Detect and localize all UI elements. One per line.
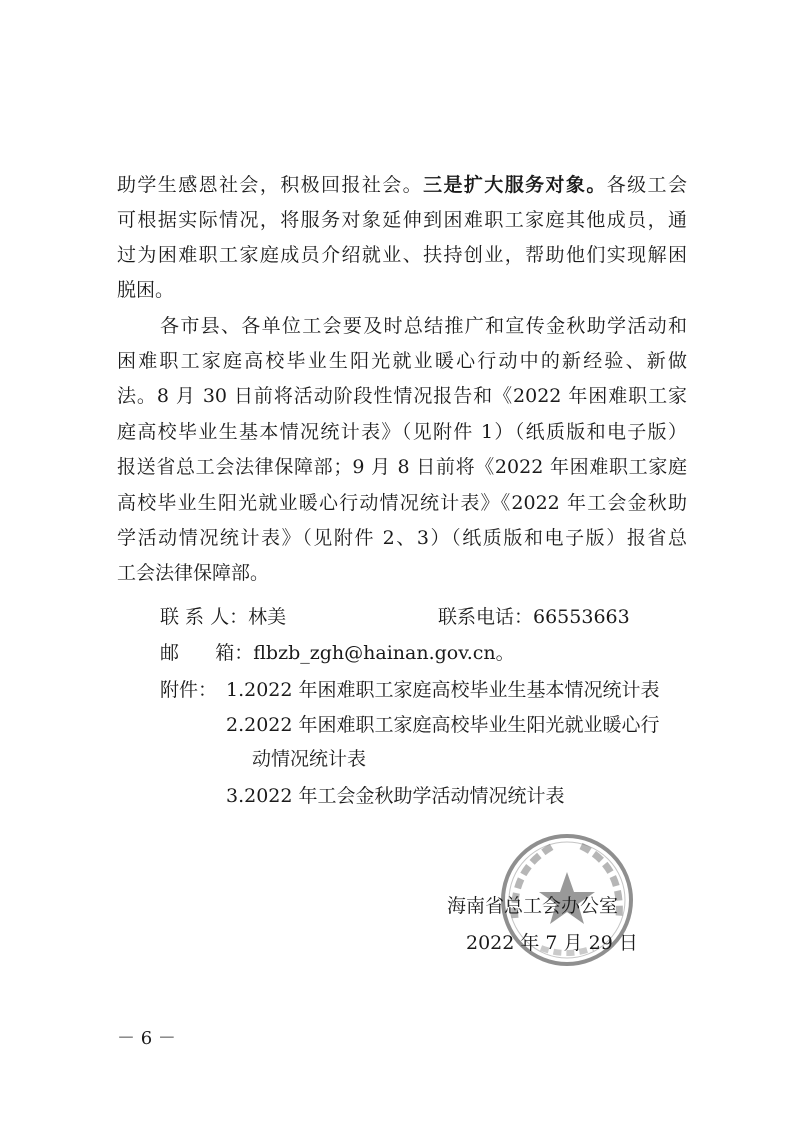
paragraph-2-line-8: 工会法律保障部。 [117,562,270,584]
emphasis-text: 三是扩大服务对象。 [423,174,607,196]
paragraph-1-line-2: 可根据实际情况，将服务对象延伸到困难职工家庭其他成员，通 [117,209,687,231]
attachments-label: 附件： [160,679,218,701]
attachment-item-1: 1.2022 年困难职工家庭高校毕业生基本情况统计表 [226,679,660,701]
paragraph-2-line-6: 高校毕业生阳光就业暖心行动情况统计表》《2022 年工会金秋助 [117,492,687,514]
attachment-item-3: 3.2022 年工会金秋助学活动情况统计表 [226,785,565,807]
page-number: － 6 － [117,1028,176,1049]
paragraph-2-line-2: 困难职工家庭高校毕业生阳光就业暖心行动中的新经验、新做 [117,350,687,372]
paragraph-1-line-1 [117,170,687,200]
paragraph-2-line-5: 报送省总工会法律保障部；9 月 8 日前将《2022 年困难职工家庭 [117,456,687,478]
paragraph-1-line-3: 过为困难职工家庭成员介绍就业、扶持创业，帮助他们实现解困 [117,244,687,266]
paragraph-1-line-4: 脱困。 [117,279,175,301]
text-run: 助学生感恩社会，积极回报社会。 [117,174,424,196]
contact-person: 联 系 人：林美 [160,606,287,628]
issuing-organization: 海南省总工会办公室 [447,895,619,917]
paragraph-2-line-7: 学活动情况统计表》（见附件 2、3）（纸质版和电子版）报省总 [117,527,687,549]
attachment-item-2-continued: 动情况统计表 [252,748,367,770]
issue-date: 2022 年 7 月 29 日 [466,932,638,954]
paragraph-2-line-4: 庭高校毕业生基本情况统计表》（见附件 1）（纸质版和电子版） [117,421,687,443]
attachment-item-2: 2.2022 年困难职工家庭高校毕业生阳光就业暖心行 [226,714,660,736]
contact-phone: 联系电话：66553663 [438,606,630,628]
contact-email: 邮 箱：flbzb_zgh@hainan.gov.cn。 [160,642,515,664]
paragraph-2-line-1: 各市县、各单位工会要及时总结推广和宣传金秋助学活动和 [160,315,687,337]
paragraph-2-line-3: 法。8 月 30 日前将活动阶段性情况报告和《2022 年困难职工家 [117,385,687,407]
text-run: 各级工会 [606,174,687,196]
